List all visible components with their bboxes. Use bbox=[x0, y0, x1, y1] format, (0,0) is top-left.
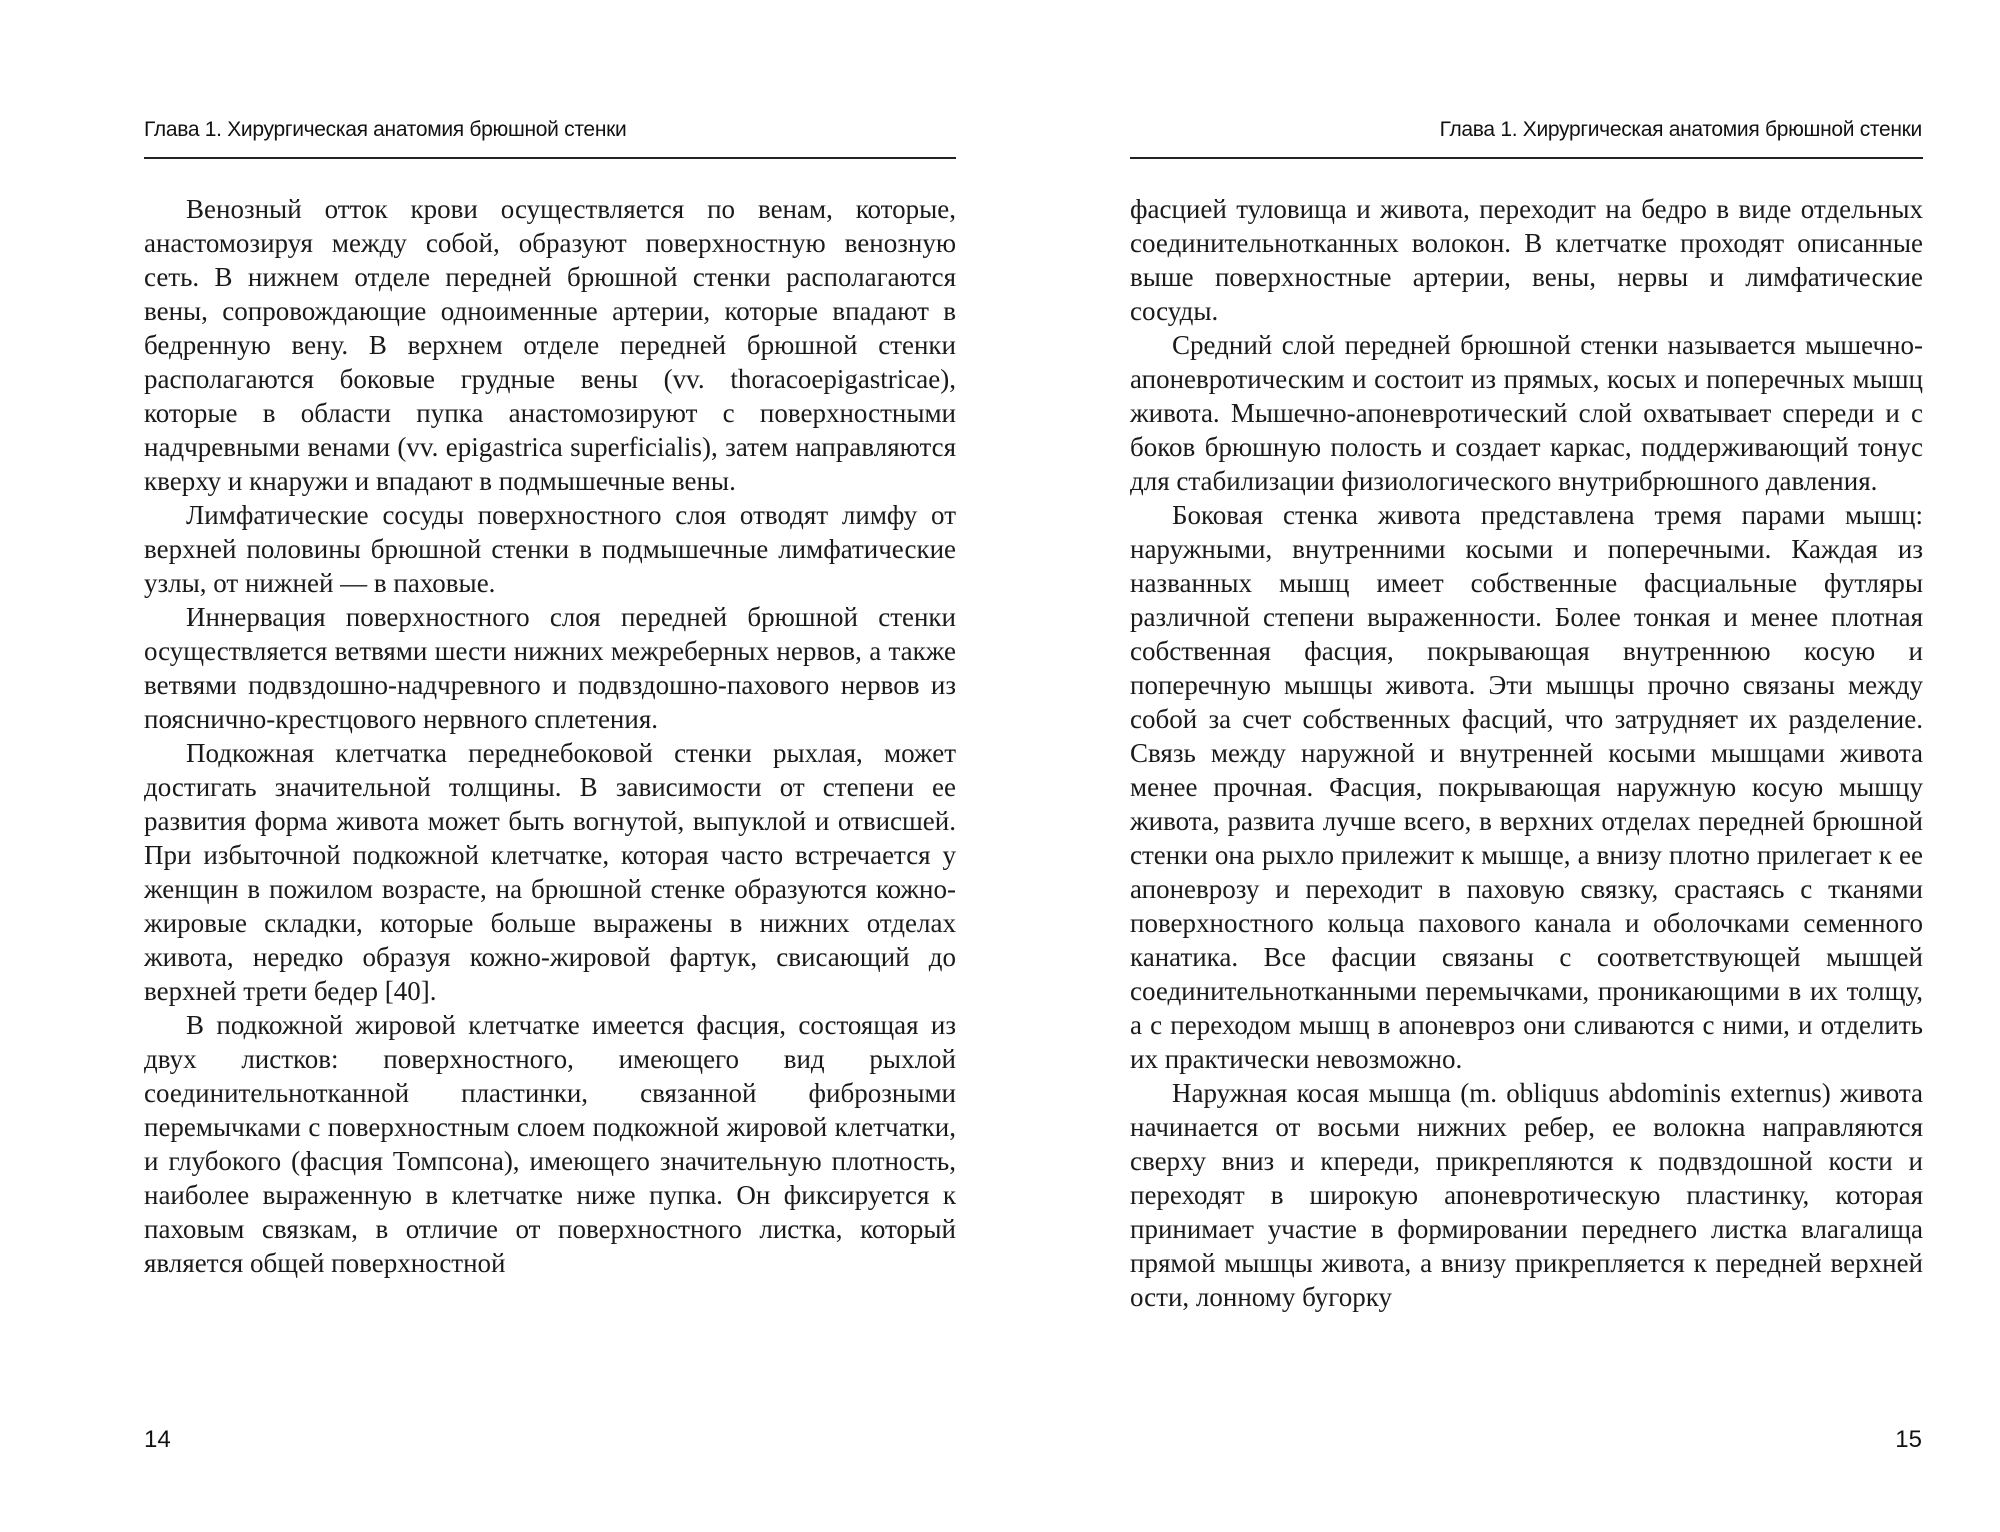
running-head-right: Глава 1. Хирургическая анатомия брюшной стенки bbox=[1439, 118, 1922, 141]
page-number-right: 15 bbox=[1895, 1426, 1922, 1453]
running-head-left: Глава 1. Хирургическая анатомия брюшной стенки bbox=[144, 118, 627, 141]
page-number-left: 14 bbox=[144, 1426, 171, 1453]
paragraph: Иннервация поверхностного слоя передней брюшной стенки осуществляется ветвями шести нижних межреберных нервов, а также ветвями подвздошно-надчревного и подвздошно-пахового нервов из пояснично-крестцового нервного сплетения. bbox=[144, 602, 956, 734]
paragraph: Венозный отток крови осуществляется по венам, которые, анастомозируя между собой, образуют поверхностную венозную сеть. В нижнем отделе передней брюшной стенки располагаются вены, сопровождающие одноименные артерии, которые впадают в бедренную вену. В верхнем отделе передней брюшной стенки располагаются боковые грудные вены (vv. thoracoepigastricae), которые в области пупка анастомозируют с поверхностными надчревными венами (vv. epigastrica superficialis), затем направляются кверху и кнаружи и впадают в подмышечные вены. bbox=[144, 194, 956, 496]
paragraph: Лимфатические сосуды поверхностного слоя отводят лимфу от верхней половины брюшной стенки в подмышечные лимфатические узлы, от нижней — в паховые. bbox=[144, 500, 956, 598]
header-rule-right bbox=[1130, 157, 1923, 159]
paragraph: Подкожная клетчатка переднебоковой стенки рыхлая, может достигать значительной толщины. В зависимости от степени ее развития форма живота может быть вогнутой, выпуклой и отвисшей. При избыточной подкожной клетчатке, которая часто встречается у женщин в пожилом возрасте, на брюшной стенке образуются кожно-жировые складки, которые больше выражены в нижних отделах живота, нередко образуя кожно-жировой фартук, свисающий до верхней трети бедер [40]. bbox=[144, 738, 956, 1006]
paragraph: Средний слой передней брюшной стенки называется мышечно-апоневротическим и состоит из прямых, косых и поперечных мышц живота. Мышечно-апоневротический слой охватывает спереди и с боков брюшную полость и создает каркас, поддерживающий тонус для стабилизации физиологического внутрибрюшного давления. bbox=[1130, 330, 1923, 496]
left-page-text bbox=[144, 192, 956, 1280]
paragraph: Наружная косая мышца (m. obliquus abdominis externus) живота начинается от восьми нижних ребер, ее волокна направляются сверху вниз и кпереди, прикрепляются к подвздошной кости и переходят в широкую апоневротическую пластинку, которая принимает участие в формировании переднего листка влагалища прямой мышцы живота, а внизу прикрепляется к передней верхней ости, лонному бугорку bbox=[1130, 1078, 1923, 1312]
paragraph-continued: фасцией туловища и живота, переходит на бедро в виде отдельных соединительнотканных волокон. В клетчатке проходят описанные выше поверхностные артерии, вены, нервы и лимфатические сосуды. bbox=[1130, 194, 1923, 326]
right-page-text bbox=[1130, 192, 1923, 1314]
right-page bbox=[1000, 0, 2000, 1532]
header-rule-left bbox=[144, 157, 956, 159]
paragraph: Боковая стенка живота представлена тремя парами мышц: наружными, внутренними косыми и поперечными. Каждая из названных мышц имеет собственные фасциальные футляры различной степени выраженности. Более тонкая и менее плотная собственная фасция, покрывающая внутреннюю косую и поперечную мышцы живота. Эти мышцы прочно связаны между собой за счет собственных фасций, что затрудняет их разделение. Связь между наружной и внутренней косыми мышцами живота менее прочная. Фасция, покрывающая наружную косую мышцу живота, развита лучше всего, в верхних отделах передней брюшной стенки она рыхло прилежит к мышце, а внизу плотно прилегает к ее апоневрозу и переходит в паховую связку, срастаясь с тканями поверхностного кольца пахового канала и оболочками семенного канатика. Все фасции связаны с соответствующей мышцей соединительнотканными перемычками, проникающими в их толщу, а с переходом мышц в апоневроз они сливаются с ними, и отделить их практически невозможно. bbox=[1130, 500, 1923, 1074]
paragraph: В подкожной жировой клетчатке имеется фасция, состоящая из двух листков: поверхностного, имеющего вид рыхлой соединительнотканной пластинки, связанной фиброзными перемычками с поверхностным слоем подкожной жировой клетчатки, и глубокого (фасция Томпсона), имеющего значительную плотность, наиболее выраженную в клетчатке ниже пупка. Он фиксируется к паховым связкам, в отличие от поверхностного листка, который является общей поверхностной bbox=[144, 1010, 956, 1278]
